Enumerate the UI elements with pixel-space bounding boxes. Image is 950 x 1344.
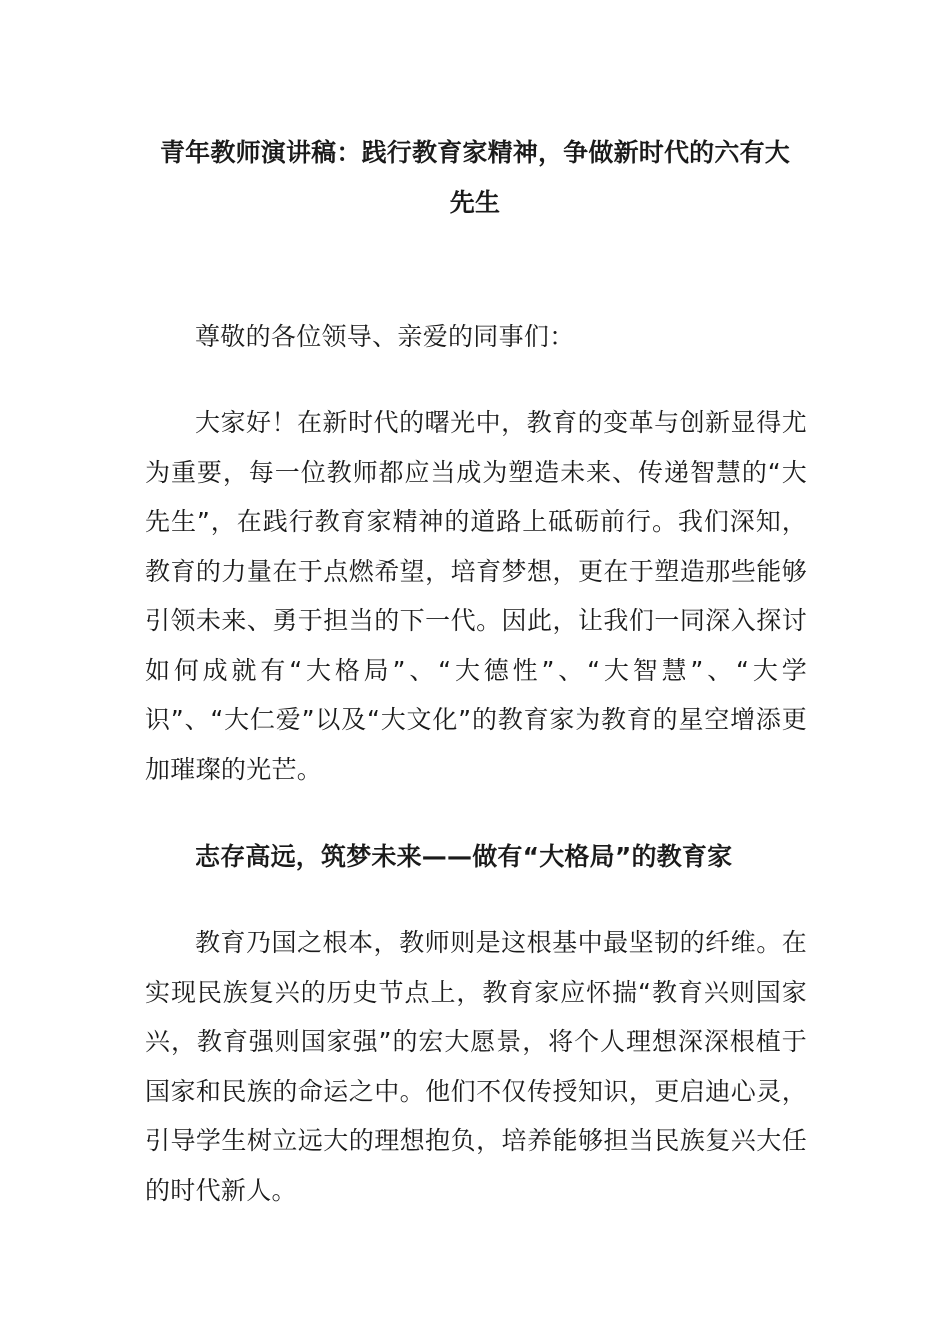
section-heading: 志存高远，筑梦未来——做有“大格局”的教育家 bbox=[195, 842, 733, 871]
greeting-paragraph: 尊敬的各位领导、亲爱的同事们： bbox=[195, 322, 575, 351]
intro-paragraph: 大家好！在新时代的曙光中，教育的变革与创新显得尤为重要，每一位教师都应当成为塑造未来、传递智慧的“大先生”，在践行教育家精神的道路上砥砺前行。我们深知，教育的力量在于点燃希望，培育梦想，更在于塑造那些能够引领未来、勇于担当的下一代。因此，让我们一同深入探讨如何成就有“大格局”、“大德性”、“大智慧”、“大学识”、“大仁爱”以及“大文化”的教育家为教育的星空增添更加璀璨的光芒。 bbox=[145, 408, 807, 784]
page-title bbox=[145, 128, 805, 228]
title-line-1: 青年教师演讲稿：践行教育家精神，争做新时代的六有大 bbox=[159, 138, 790, 167]
title-line-2: 先生 bbox=[449, 188, 501, 217]
section-body-paragraph: 教育乃国之根本，教师则是这根基中最坚韧的纤维。在实现民族复兴的历史节点上，教育家应怀揣“教育兴则国家兴，教育强则国家强”的宏大愿景，将个人理想深深根植于国家和民族的命运之中。他们不仅传授知识，更启迪心灵，引导学生树立远大的理想抱负，培养能够担当民族复兴大任的时代新人。 bbox=[145, 928, 807, 1205]
